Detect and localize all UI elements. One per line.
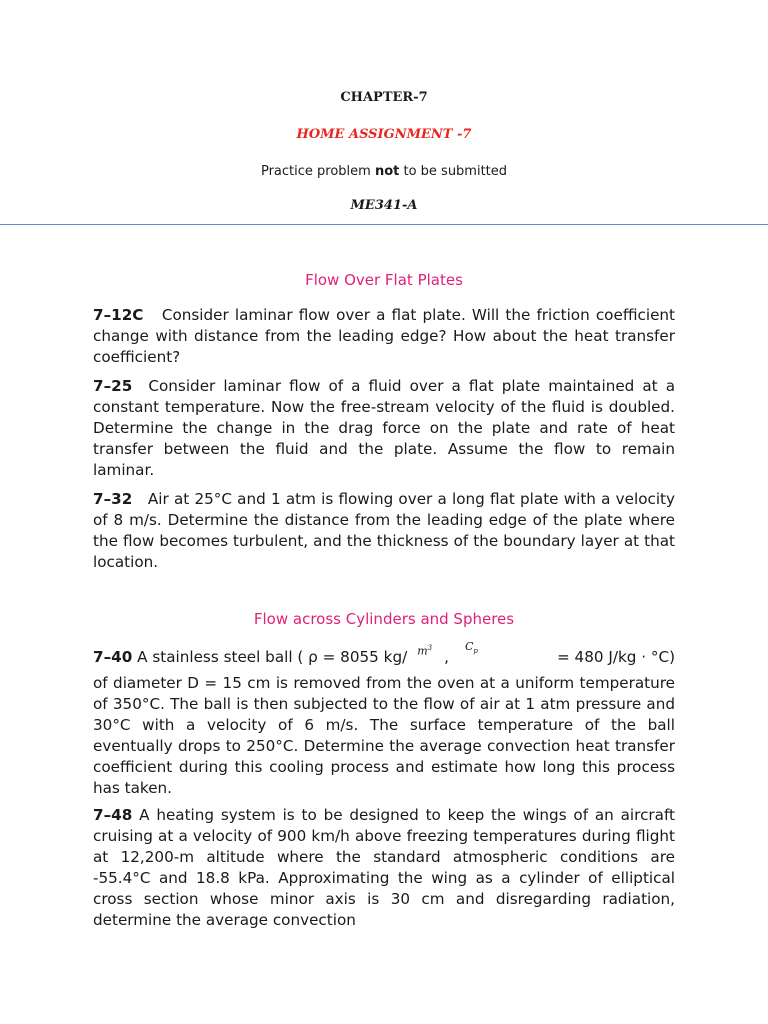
problem-text: Consider laminar flow of a fluid over a flat plate maintained at a constant temperature. Now the free-stream velocity of the fluid is doubled. Determine the change in the drag force on the plate and rate of heat transfer between the fluid and the plate. Assume the flow to remain laminar. xyxy=(93,377,675,479)
problem-first-line xyxy=(93,639,675,673)
problem-7-40 xyxy=(93,639,675,799)
practice-suffix: to be submitted xyxy=(399,164,508,179)
problem-text: of diameter D = 15 cm is removed from the oven at a uniform temperature of 350°C. The ball is then subjected to the flow of air at 1 atm pressure and 30°C with a velocity of 6 m/s. The surface temperature of the ball eventually drops to 250°C. Determine the average convection heat transfer coefficient during this cooling process and estimate how long this process has taken. xyxy=(93,674,675,797)
problem-number: 7–32 xyxy=(93,490,133,508)
practice-note xyxy=(0,164,768,179)
problem-7-48 xyxy=(93,805,675,931)
problem-text: Air at 25°C and 1 atm is flowing over a long flat plate with a velocity of 8 m/s. Determine the distance from the leading edge of the plate where the flow becomes turbulent, and the thickness of the boundary layer at that location. xyxy=(93,490,675,571)
problem-text: A heating system is to be designed to keep the wings of an aircraft cruising at a velocity of 900 km/h above freezing temperatures during flight at 12,200-m altitude where the standard atmospheric conditions are -55.4°C and 18.8 kPa. Approximating the wing as a cylinder of elliptical cross section whose minor axis is 30 cm and disregarding radiation, determine the average convection xyxy=(93,806,675,929)
course-code: ME341-A xyxy=(350,198,418,213)
problem-number: 7–48 xyxy=(93,806,133,824)
problem-text: Consider laminar flow over a flat plate. Will the friction coefficient change with distance from the leading edge? How about the heat transfer coefficient? xyxy=(93,306,675,366)
practice-bold: not xyxy=(374,164,400,179)
problem-number: 7–40 xyxy=(93,647,133,666)
comma: , xyxy=(444,647,449,666)
chapter-title: CHAPTER-7 xyxy=(340,90,428,105)
problem-7-25 xyxy=(93,376,675,481)
problem-number: 7–12C xyxy=(93,306,144,324)
practice-prefix: Practice problem xyxy=(260,164,375,179)
section-heading-flat-plates: Flow Over Flat Plates xyxy=(305,271,463,289)
unit-m3-symbol: $m^3$ xyxy=(417,644,433,658)
cp-symbol: $C_p$ xyxy=(464,639,478,655)
header-divider xyxy=(0,224,768,225)
section-heading-cylinders: Flow across Cylinders and Spheres xyxy=(253,610,515,628)
problem-7-32 xyxy=(93,489,675,573)
cp-value: = 480 J/kg · °C) xyxy=(556,647,675,666)
problem-number: 7–25 xyxy=(93,377,133,395)
assignment-title: HOME ASSIGNMENT -7 xyxy=(296,127,472,142)
problem-7-12c xyxy=(93,305,675,368)
problem-lead: A stainless steel ball ( ρ = 8055 kg/ xyxy=(137,647,408,666)
